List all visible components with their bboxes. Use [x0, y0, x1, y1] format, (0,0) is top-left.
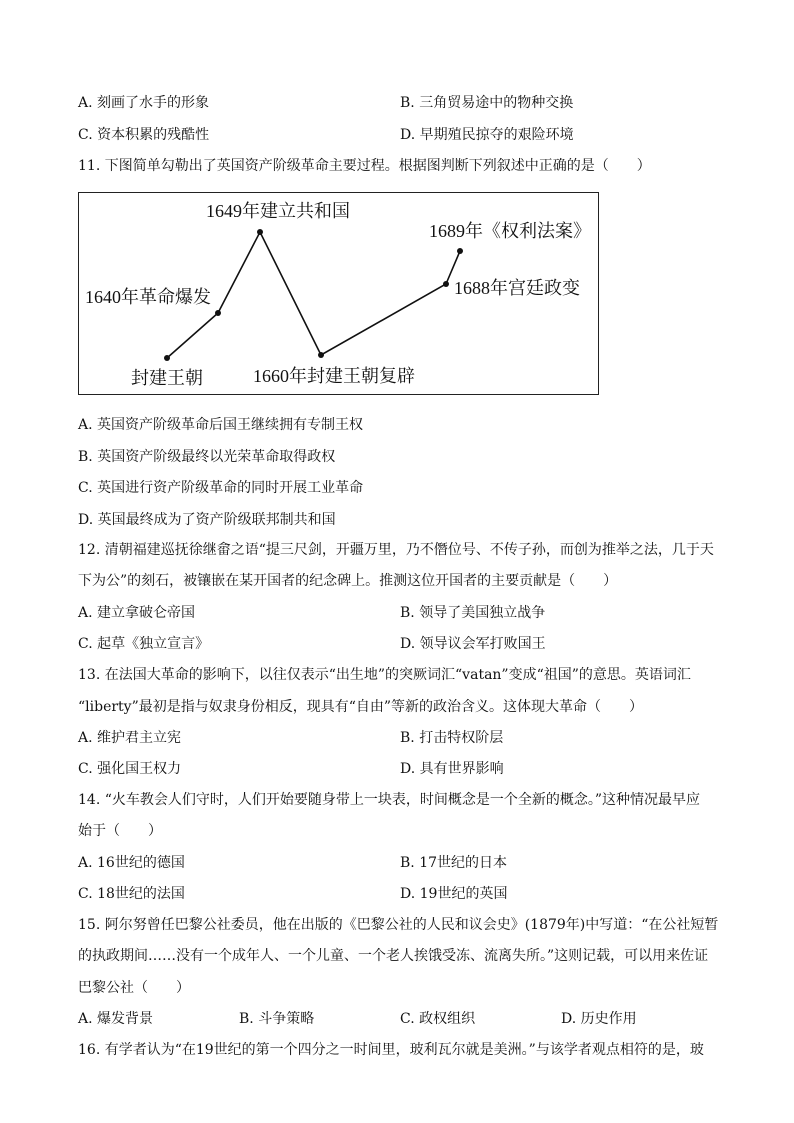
label-1689-bill: 1689年《权利法案》 — [429, 221, 591, 241]
q13-stem-line1: 13. 在法国大革命的影响下，以往仅表示“出生地”的突厥词汇“vatan”变成“祖国”的意思。英语词汇 — [78, 667, 691, 683]
q10-option-c: C. 资本积累的残酷性 — [78, 127, 210, 143]
q14-option-c: C. 18世纪的法国 — [78, 886, 185, 902]
q15-stem-line2: 的执政期间……没有一个成年人、一个儿童、一个老人挨饿受冻、流离失所。”这则记载，可以用来佐证 — [78, 948, 709, 964]
label-1640-revolution: 1640年革命爆发 — [85, 287, 211, 307]
q13-option-d: D. 具有世界影响 — [400, 761, 504, 777]
q14-stem-line2: 始于（ ） — [78, 823, 162, 839]
q12-stem-line1: 12. 清朝福建巡抚徐继畲之语“提三尺剑，开疆万里，乃不僭位号、不传子孙，而创为推举之法，几于天 — [78, 542, 714, 558]
q13-stem-line2: “liberty”最初是指与奴隶身份相反，现具有“自由”等新的政治含义。这体现大革命（ ） — [78, 699, 644, 715]
point-1640-revolution — [215, 310, 221, 316]
q13-option-b: B. 打击特权阶层 — [400, 730, 504, 746]
q14-option-b: B. 17世纪的日本 — [400, 855, 508, 871]
q15-option-a: A. 爆发背景 — [78, 1011, 154, 1027]
q11-process-diagram — [79, 193, 600, 396]
q10-option-a: A. 刻画了水手的形象 — [78, 95, 210, 111]
q12-option-d: D. 领导议会军打败国王 — [400, 636, 546, 652]
label-1688-coup: 1688年宫廷政变 — [454, 278, 580, 298]
q11-process-figure — [78, 192, 599, 395]
q15-option-d: D. 历史作用 — [561, 1011, 637, 1027]
q16-stem-line1: 16. 有学者认为“在19世纪的第一个四分之一时间里，玻利瓦尔就是美洲。”与该学者观点相符的是，玻 — [78, 1042, 704, 1058]
q14-option-a: A. 16世纪的德国 — [78, 855, 185, 871]
label-1649-republic: 1649年建立共和国 — [206, 201, 350, 221]
q12-stem-line2: 下为公”的刻石，被镶嵌在某开国者的纪念碑上。推测这位开国者的主要贡献是（ ） — [78, 573, 618, 589]
q11-option-d: D. 英国最终成为了资产阶级联邦制共和国 — [78, 512, 336, 528]
label-1660-restoration: 1660年封建王朝复辟 — [253, 366, 415, 386]
q13-option-c: C. 强化国王权力 — [78, 761, 182, 777]
point-1660-restoration — [318, 352, 324, 358]
q12-option-a: A. 建立拿破仑帝国 — [78, 605, 196, 621]
point-1688-coup — [443, 281, 449, 287]
point-feudal-dynasty — [164, 355, 170, 361]
q11-option-a: A. 英国资产阶级革命后国王继续拥有专制王权 — [78, 417, 364, 433]
point-1689-bill — [457, 248, 463, 254]
q11-option-c: C. 英国进行资产阶级革命的同时开展工业革命 — [78, 480, 364, 496]
q14-stem-line1: 14. “火车教会人们守时，人们开始要随身带上一块表，时间概念是一个全新的概念。”这种情况最早应 — [78, 792, 701, 808]
q11-option-b: B. 英国资产阶级最终以光荣革命取得政权 — [78, 449, 336, 465]
q11-stem: 11. 下图简单勾勒出了英国资产阶级革命主要过程。根据图判断下列叙述中正确的是（ ） — [78, 158, 651, 174]
q14-option-d: D. 19世纪的英国 — [400, 886, 508, 902]
q15-option-c: C. 政权组织 — [400, 1011, 476, 1027]
q10-option-b: B. 三角贸易途中的物种交换 — [400, 95, 574, 111]
q15-stem-line3: 巴黎公社（ ） — [78, 980, 190, 996]
q15-stem-line1: 15. 阿尔努曾任巴黎公社委员，他在出版的《巴黎公社的人民和议会史》(1879年)中写道：“在公社短暂 — [78, 917, 719, 933]
point-1649-republic — [257, 229, 263, 235]
label-feudal-dynasty: 封建王朝 — [131, 368, 203, 388]
q13-option-a: A. 维护君主立宪 — [78, 730, 182, 746]
q12-option-b: B. 领导了美国独立战争 — [400, 605, 546, 621]
q10-option-d: D. 早期殖民掠夺的艰险环境 — [400, 127, 574, 143]
q12-option-c: C. 起草《独立宣言》 — [78, 636, 210, 652]
q15-option-b: B. 斗争策略 — [239, 1011, 315, 1027]
